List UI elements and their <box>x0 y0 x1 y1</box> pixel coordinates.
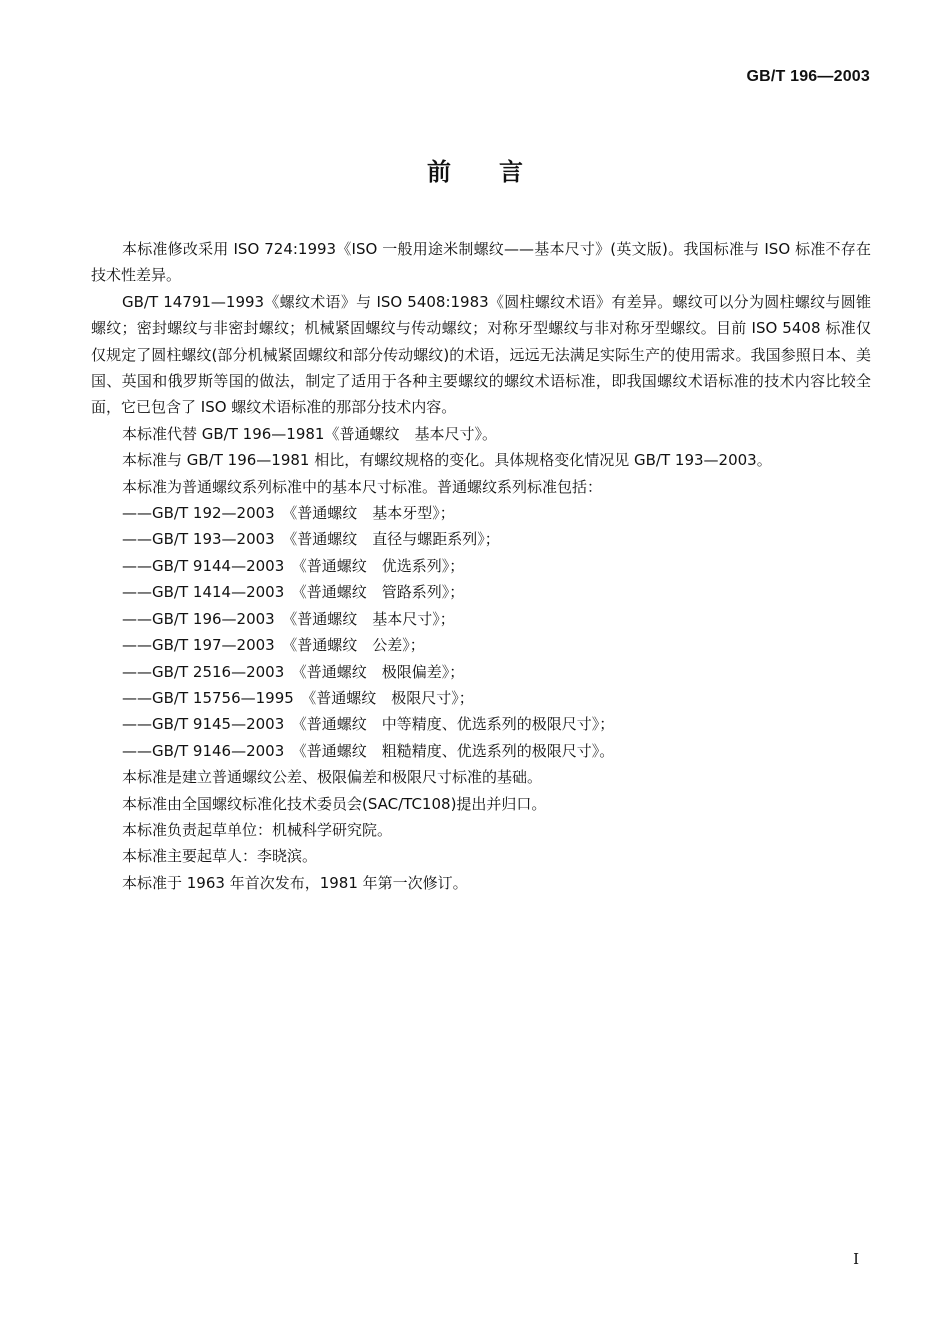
paragraph-drafting-unit: 本标准负责起草单位：机械科学研究院。 <box>122 820 393 839</box>
list-item: ——GB/T 2516—2003 《普通螺纹 极限偏差》； <box>122 662 465 681</box>
list-item: ——GB/T 9146—2003 《普通螺纹 粗糙精度、优选系列的极限尺寸》。 <box>122 741 615 760</box>
paragraph-terminology: GB/T 14791—1993《螺纹术语》与 ISO 5408:1983《圆柱螺纹术语》有差异。螺纹可以分为圆柱螺纹与圆锥螺纹；密封螺纹与非密封螺纹；机械紧固螺纹与传动螺纹；对称牙型螺纹与非对称牙型螺纹。目前 ISO 5408 标准仅仅规定了圆柱螺纹(部分机械紧固螺纹和部分传动螺纹)的术语，远远无法满足实际生产的使用需求。我国参照日本、美国、英国和俄罗斯等国的做法，制定了适用于各种主要螺纹的螺纹术语标准，即我国螺纹术语标准的技术内容比较全面，它已包含了 ISO 螺纹术语标准的那部分技术内容。 <box>91 292 871 417</box>
page-number: I <box>853 1250 859 1268</box>
list-item: ——GB/T 9145—2003 《普通螺纹 中等精度、优选系列的极限尺寸》； <box>122 715 615 734</box>
paragraph-series-intro: 本标准为普通螺纹系列标准中的基本尺寸标准。普通螺纹系列标准包括： <box>122 477 603 496</box>
paragraph-history: 本标准于 1963 年首次发布，1981 年第一次修订。 <box>122 873 468 892</box>
page-title: 前 言 <box>427 158 523 186</box>
list-item: ——GB/T 192—2003 《普通螺纹 基本牙型》； <box>122 504 455 523</box>
paragraph-basis: 本标准是建立普通螺纹公差、极限偏差和极限尺寸标准的基础。 <box>122 768 543 787</box>
list-item: ——GB/T 9144—2003 《普通螺纹 优选系列》； <box>122 556 465 575</box>
paragraph-replaces: 本标准代替 GB/T 196—1981《普通螺纹 基本尺寸》。 <box>122 424 497 443</box>
paragraph-drafter: 本标准主要起草人：李晓滨。 <box>122 847 318 866</box>
list-item: ——GB/T 196—2003 《普通螺纹 基本尺寸》； <box>122 609 455 628</box>
paragraph-adoption: 本标准修改采用 ISO 724:1993《ISO 一般用途米制螺纹——基本尺寸》(英文版)。我国标准与 ISO 标准不存在技术性差异。 <box>91 240 871 285</box>
list-item: ——GB/T 197—2003 《普通螺纹 公差》； <box>122 636 425 655</box>
list-item: ——GB/T 15756—1995 《普通螺纹 极限尺寸》； <box>122 688 474 707</box>
paragraph-changes: 本标准与 GB/T 196—1981 相比，有螺纹规格的变化。具体规格变化情况见 GB/T 193—2003。 <box>122 451 772 470</box>
standard-code: GB/T 196—2003 <box>746 68 870 85</box>
list-item: ——GB/T 1414—2003 《普通螺纹 管路系列》； <box>122 583 465 602</box>
document-body <box>91 236 871 896</box>
series-standards-list <box>91 500 871 764</box>
paragraph-proposer: 本标准由全国螺纹标准化技术委员会(SAC/TC108)提出并归口。 <box>122 794 547 813</box>
list-item: ——GB/T 193—2003 《普通螺纹 直径与螺距系列》； <box>122 530 500 549</box>
